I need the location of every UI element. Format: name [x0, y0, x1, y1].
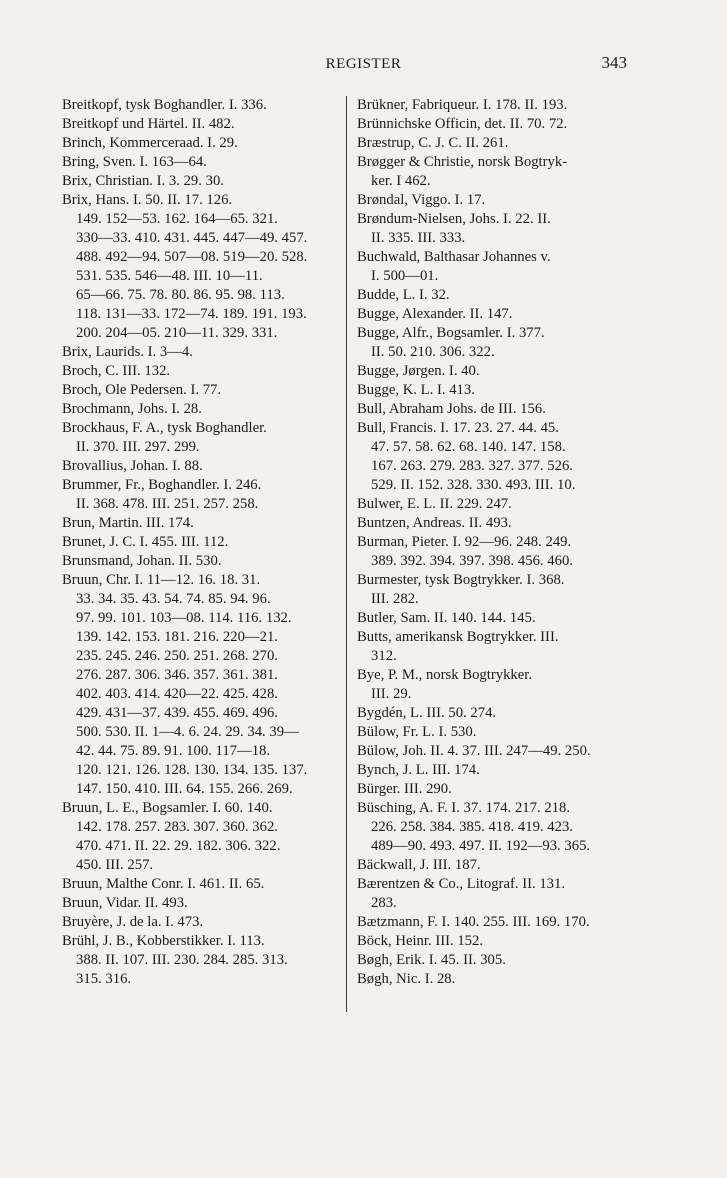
index-entry — [62, 362, 339, 381]
index-entry — [357, 191, 637, 210]
index-entry-line: 429. 431—37. 439. 455. 469. 496. — [76, 705, 278, 721]
index-entry — [357, 628, 637, 666]
index-entry — [357, 419, 637, 495]
index-column-right — [357, 96, 637, 989]
index-entry-line: Bøgh, Nic. I. 28. — [357, 971, 456, 987]
index-entry — [357, 210, 637, 248]
index-entry — [357, 913, 637, 932]
index-entry — [62, 153, 339, 172]
index-entry-line: II. 370. III. 297. 299. — [76, 439, 200, 455]
index-entry-line: Bye, P. M., norsk Bogtrykker. — [357, 667, 533, 683]
page-number: 343 — [601, 53, 627, 72]
index-entry — [62, 419, 339, 457]
index-entry-line: Butler, Sam. II. 140. 144. 145. — [357, 610, 536, 626]
index-entry-line: Bugge, Alfr., Bogsamler. I. 377. — [357, 325, 545, 341]
index-entry-line: II. 335. III. 333. — [371, 230, 466, 246]
index-entry-line: Brøndal, Viggo. I. 17. — [357, 192, 486, 208]
index-entry-line: 120. 121. 126. 128. 130. 134. 135. 137. — [76, 762, 308, 778]
index-entry — [62, 172, 339, 191]
index-entry-line: 167. 263. 279. 283. 327. 377. 526. — [371, 458, 573, 474]
index-entry — [357, 495, 637, 514]
index-entry-line: 118. 131—33. 172—74. 189. 191. 193. — [76, 306, 307, 322]
index-entry — [62, 191, 339, 343]
index-entry-line: Bring, Sven. I. 163—64. — [62, 154, 207, 170]
column-divider — [346, 96, 347, 1012]
index-entry-line: Brix, Laurids. I. 3—4. — [62, 344, 193, 360]
index-entry-line: Bruyère, J. de la. I. 473. — [62, 914, 204, 930]
index-entry-line: Brockhaus, F. A., tysk Boghandler. — [62, 420, 267, 436]
index-entry-line: 388. II. 107. III. 230. 284. 285. 313. — [76, 952, 288, 968]
index-entry-line: 147. 150. 410. III. 64. 155. 266. 269. — [76, 781, 293, 797]
index-entry-line: Brunet, J. C. I. 455. III. 112. — [62, 534, 229, 550]
index-entry-line: Broch, C. III. 132. — [62, 363, 171, 379]
index-entry — [62, 400, 339, 419]
index-entry — [62, 875, 339, 894]
index-entry-line: 389. 392. 394. 397. 398. 456. 460. — [371, 553, 573, 569]
index-entry-line: Brovallius, Johan. I. 88. — [62, 458, 203, 474]
index-entry-line: 312. — [371, 648, 397, 664]
index-entry-line: I. 500—01. — [371, 268, 439, 284]
index-entry — [357, 514, 637, 533]
index-entry-line: 450. III. 257. — [76, 857, 154, 873]
index-entry — [357, 856, 637, 875]
index-entry-line: 283. — [371, 895, 397, 911]
index-entry — [62, 96, 339, 115]
index-entry — [62, 799, 339, 875]
index-entry — [62, 134, 339, 153]
page-header — [0, 53, 727, 77]
index-entry — [357, 704, 637, 723]
index-entry-line: Bærentzen & Co., Litograf. II. 131. — [357, 876, 566, 892]
index-entry-line: Bygdén, L. III. 50. 274. — [357, 705, 497, 721]
index-entry-line: Brünnichske Officin, det. II. 70. 72. — [357, 116, 568, 132]
index-entry-line: Budde, L. I. 32. — [357, 287, 450, 303]
index-entry-line: Brükner, Fabriqueur. I. 178. II. 193. — [357, 97, 568, 113]
index-entry-line: Brunsmand, Johan. II. 530. — [62, 553, 222, 569]
index-entry-line: Bürger. III. 290. — [357, 781, 452, 797]
index-entry-line: 276. 287. 306. 346. 357. 361. 381. — [76, 667, 278, 683]
index-entry — [62, 115, 339, 134]
index-entry-line: Bugge, K. L. I. 413. — [357, 382, 475, 398]
index-entry-line: II. 368. 478. III. 251. 257. 258. — [76, 496, 259, 512]
index-entry-line: 65—66. 75. 78. 80. 86. 95. 98. 113. — [76, 287, 285, 303]
index-entry-line: 500. 530. II. 1—4. 6. 24. 29. 34. 39— — [76, 724, 299, 740]
index-entry-line: 200. 204—05. 210—11. 329. 331. — [76, 325, 278, 341]
index-entry-line: 235. 245. 246. 250. 251. 268. 270. — [76, 648, 278, 664]
index-entry — [62, 571, 339, 799]
index-entry-line: Bull, Francis. I. 17. 23. 27. 44. 45. — [357, 420, 559, 436]
index-entry-line: Bruun, Chr. I. 11—12. 16. 18. 31. — [62, 572, 261, 588]
index-entry — [62, 894, 339, 913]
index-entry — [357, 305, 637, 324]
index-entry-line: Bruun, Malthe Conr. I. 461. II. 65. — [62, 876, 265, 892]
index-entry-line: Bætzmann, F. I. 140. 255. III. 169. 170. — [357, 914, 590, 930]
index-entry-line: Burmester, tysk Bogtrykker. I. 368. — [357, 572, 565, 588]
index-entry — [357, 970, 637, 989]
index-entry — [357, 381, 637, 400]
index-entry-line: Bræstrup, C. J. C. II. 261. — [357, 135, 509, 151]
index-entry-line: Bülow, Fr. L. I. 530. — [357, 724, 477, 740]
index-entry — [357, 609, 637, 628]
index-entry-line: Bugge, Alexander. II. 147. — [357, 306, 513, 322]
index-entry — [62, 913, 339, 932]
index-entry-line: 139. 142. 153. 181. 216. 220—21. — [76, 629, 278, 645]
index-entry — [357, 96, 637, 115]
index-entry — [357, 400, 637, 419]
index-column-left — [62, 96, 339, 989]
index-entry-line: 47. 57. 58. 62. 68. 140. 147. 158. — [371, 439, 566, 455]
index-entry-line: II. 50. 210. 306. 322. — [371, 344, 495, 360]
index-entry-line: Brummer, Fr., Boghandler. I. 246. — [62, 477, 262, 493]
index-entry-line: Breitkopf, tysk Boghandler. I. 336. — [62, 97, 267, 113]
index-entry-line: Buchwald, Balthasar Johannes v. — [357, 249, 551, 265]
index-entry-line: Brøndum-Nielsen, Johs. I. 22. II. — [357, 211, 551, 227]
index-entry-line: 42. 44. 75. 89. 91. 100. 117—18. — [76, 743, 271, 759]
index-entry — [62, 343, 339, 362]
index-entry — [62, 476, 339, 514]
index-entry — [357, 533, 637, 571]
running-title: REGISTER — [325, 56, 402, 72]
index-entry — [357, 799, 637, 856]
index-entry-line: Bugge, Jørgen. I. 40. — [357, 363, 480, 379]
index-entry-line: Buntzen, Andreas. II. 493. — [357, 515, 512, 531]
index-entry-line: Bynch, J. L. III. 174. — [357, 762, 480, 778]
index-entry — [357, 134, 637, 153]
index-entry-line: Bäckwall, J. III. 187. — [357, 857, 481, 873]
index-entry-line: 315. 316. — [76, 971, 132, 987]
index-entry — [62, 552, 339, 571]
index-entry-line: Breitkopf und Härtel. II. 482. — [62, 116, 235, 132]
index-entry — [357, 951, 637, 970]
index-entry-line: ker. I 462. — [371, 173, 431, 189]
index-entry-line: Burman, Pieter. I. 92—96. 248. 249. — [357, 534, 572, 550]
index-entry-line: Brix, Christian. I. 3. 29. 30. — [62, 173, 224, 189]
index-entry — [357, 780, 637, 799]
index-entry — [357, 875, 637, 913]
index-entry-line: Brøgger & Christie, norsk Bogtryk- — [357, 154, 568, 170]
index-entry-line: Brochmann, Johs. I. 28. — [62, 401, 202, 417]
index-entry — [357, 248, 637, 286]
index-entry-line: 489—90. 493. 497. II. 192—93. 365. — [371, 838, 591, 854]
index-entry-line: 142. 178. 257. 283. 307. 360. 362. — [76, 819, 278, 835]
index-entry — [357, 666, 637, 704]
index-entry-line: 470. 471. II. 22. 29. 182. 306. 322. — [76, 838, 281, 854]
index-entry — [357, 115, 637, 134]
index-entry-line: 149. 152—53. 162. 164—65. 321. — [76, 211, 278, 227]
index-entry — [357, 742, 637, 761]
index-entry-line: Brinch, Kommerceraad. I. 29. — [62, 135, 238, 151]
index-entry — [62, 381, 339, 400]
index-entry — [62, 533, 339, 552]
index-entry — [357, 723, 637, 742]
index-entry-line: III. 29. — [371, 686, 412, 702]
index-entry-line: 97. 99. 101. 103—08. 114. 116. 132. — [76, 610, 292, 626]
index-entry-line: Böck, Heinr. III. 152. — [357, 933, 484, 949]
index-entry-line: Bøgh, Erik. I. 45. II. 305. — [357, 952, 506, 968]
index-entry-line: Büsching, A. F. I. 37. 174. 217. 218. — [357, 800, 571, 816]
index-entry-line: 531. 535. 546—48. III. 10—11. — [76, 268, 263, 284]
index-entry-line: 226. 258. 384. 385. 418. 419. 423. — [371, 819, 573, 835]
index-entry-line: 330—33. 410. 431. 445. 447—49. 457. — [76, 230, 308, 246]
index-entry-line: 402. 403. 414. 420—22. 425. 428. — [76, 686, 278, 702]
index-entry-line: Brühl, J. B., Kobberstikker. I. 113. — [62, 933, 265, 949]
index-entry-line: Brix, Hans. I. 50. II. 17. 126. — [62, 192, 233, 208]
index-entry-line: Bruun, L. E., Bogsamler. I. 60. 140. — [62, 800, 273, 816]
index-entry — [357, 571, 637, 609]
index-entry-line: 488. 492—94. 507—08. 519—20. 528. — [76, 249, 308, 265]
index-entry-line: 33. 34. 35. 43. 54. 74. 85. 94. 96. — [76, 591, 271, 607]
index-entry-line: Brun, Martin. III. 174. — [62, 515, 194, 531]
index-entry — [357, 286, 637, 305]
index-entry-line: Bulwer, E. L. II. 229. 247. — [357, 496, 512, 512]
index-entry-line: 529. II. 152. 328. 330. 493. III. 10. — [371, 477, 576, 493]
index-entry — [357, 153, 637, 191]
index-entry-line: Bruun, Vidar. II. 493. — [62, 895, 188, 911]
index-entry-line: Bülow, Joh. II. 4. 37. III. 247—49. 250. — [357, 743, 591, 759]
index-entry-line: Bull, Abraham Johs. de III. 156. — [357, 401, 546, 417]
index-entry-line: III. 282. — [371, 591, 419, 607]
index-entry — [357, 324, 637, 362]
index-entry — [62, 457, 339, 476]
index-entry — [62, 514, 339, 533]
index-entry-line: Broch, Ole Pedersen. I. 77. — [62, 382, 222, 398]
index-entry — [357, 932, 637, 951]
index-entry — [357, 761, 637, 780]
index-entry-line: Butts, amerikansk Bogtrykker. III. — [357, 629, 559, 645]
index-entry — [62, 932, 339, 989]
index-entry — [357, 362, 637, 381]
